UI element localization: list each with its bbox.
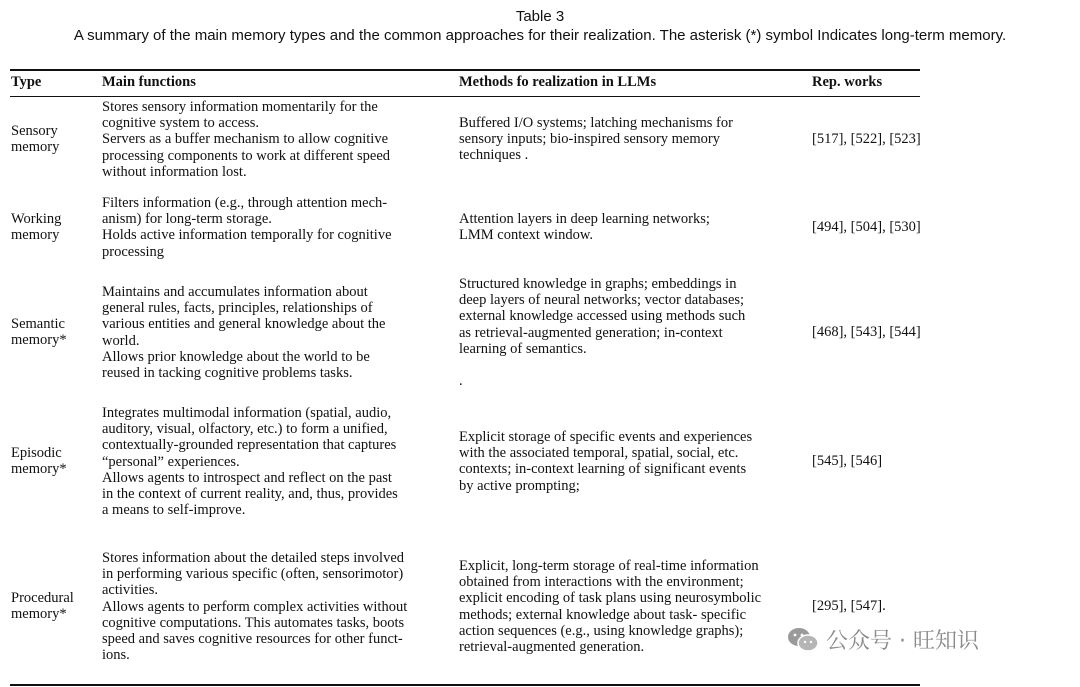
cell-line: Explicit storage of specific events and experiences: [459, 429, 753, 445]
cell-line: activities.: [102, 582, 158, 599]
cell-line: Attention layers in deep learning networks;: [459, 211, 710, 227]
cell-line: Allows agents to introspect and reflect on the past: [102, 469, 392, 486]
cell-line: memory: [11, 139, 60, 156]
cell-line: ions.: [102, 647, 130, 664]
cell-line: general rules, facts, principles, relationships of: [102, 300, 373, 317]
cell-line: memory*: [11, 332, 67, 349]
header-methods: Methods fo realization in LLMs: [459, 74, 657, 90]
row-1-type-cell: [11, 123, 59, 155]
row-5-functions-cell: [102, 550, 407, 663]
table-caption-text: A summary of the main memory types and the common approaches for their realization. The asterisk (*) symbol Indicates long-term memory.: [73, 27, 1007, 44]
row-1-functions-cell: [102, 99, 390, 180]
cell-line: Servers as a buffer mechanism to allow cognitive: [102, 131, 389, 148]
cell-line: [459, 357, 745, 373]
row-2-methods-cell: [459, 211, 710, 243]
cell-line: explicit encoding of task plans using neurosymbolic: [459, 590, 762, 607]
row-4-methods-cell: [459, 429, 752, 494]
cell-line: cognitive system to access.: [102, 115, 260, 132]
cell-line: [517], [522], [523]: [812, 131, 921, 147]
cell-line: [295], [547].: [812, 598, 886, 614]
cell-line: Stores information about the detailed steps involved: [102, 550, 405, 566]
cell-line: Procedural: [11, 590, 74, 606]
row-4-type-cell: [11, 445, 67, 477]
cell-line: Episodic: [11, 445, 62, 461]
cell-line: Filters information (e.g., through attention mech-: [102, 195, 388, 211]
cell-line: external knowledge accessed using methods such: [459, 308, 746, 325]
cell-line: auditory, visual, olfactory, etc.) to form a unified,: [102, 421, 388, 438]
cell-line: reused in tacking cognitive problems tasks.: [102, 365, 353, 382]
cell-line: processing: [102, 243, 165, 260]
table-caption-title: Table 3: [515, 8, 565, 25]
cell-line: learning of semantics.: [459, 340, 587, 357]
cell-line: world.: [102, 332, 140, 349]
row-3-functions-cell: [102, 284, 385, 381]
cell-line: obtained from interactions with the environment;: [459, 574, 744, 591]
header-rep-works: Rep. works: [812, 74, 883, 90]
cell-line: a means to self-improve.: [102, 502, 246, 519]
table-header-rule: [10, 96, 920, 97]
cell-line: contextually-grounded representation that captures: [102, 437, 397, 454]
row-5-methods-cell: [459, 558, 761, 655]
header-main-functions: Main functions: [102, 74, 196, 90]
row-4-functions-cell: [102, 405, 398, 518]
cell-line: Working: [11, 211, 62, 227]
cell-line: various entities and general knowledge about the: [102, 316, 386, 333]
cell-line: as retrieval-augmented generation; in-context: [459, 324, 723, 341]
row-2-type-cell: [11, 211, 61, 243]
cell-line: sensory inputs; bio-inspired sensory memory: [459, 131, 720, 148]
cell-line: [545], [546]: [812, 453, 883, 469]
row-2-works-cell: [812, 219, 921, 235]
cell-line: by active prompting;: [459, 477, 580, 494]
cell-line: [468], [543], [544]: [812, 324, 921, 340]
row-5-type-cell: [11, 590, 74, 622]
cell-line: Buffered I/O systems; latching mechanisms for: [459, 115, 733, 131]
cell-line: Sensory: [11, 123, 58, 139]
watermark-text: 公众号 · 旺知识: [826, 629, 979, 654]
cell-line: memory*: [11, 461, 67, 478]
row-3-works-cell: [812, 324, 921, 340]
row-3-methods-cell: [459, 276, 745, 389]
cell-line: retrieval-augmented generation.: [459, 639, 645, 656]
cell-line: Allows agents to perform complex activities without: [102, 598, 408, 615]
row-4-works-cell: [812, 453, 882, 469]
row-3-type-cell: [11, 316, 67, 348]
cell-line: action sequences (e.g., using knowledge graphs);: [459, 622, 744, 639]
cell-line: methods; external knowledge about task- specific: [459, 606, 747, 623]
cell-line: [494], [504], [530]: [812, 219, 921, 235]
cell-line: Semantic: [11, 316, 65, 332]
table-top-rule: [10, 69, 920, 71]
cell-line: contexts; in-context learning of significant events: [459, 461, 747, 478]
cell-line: deep layers of neural networks; vector databases;: [459, 292, 745, 309]
row-1-works-cell: [812, 131, 921, 147]
cell-line: Holds active information temporally for cognitive: [102, 227, 392, 244]
cell-line: LMM context window.: [459, 227, 593, 244]
cell-line: techniques .: [459, 147, 529, 164]
cell-line: Structured knowledge in graphs; embeddings in: [459, 276, 737, 292]
cell-line: anism) for long-term storage.: [102, 211, 272, 228]
cell-line: processing components to work at different speed: [102, 147, 391, 164]
cell-line: Stores sensory information momentarily for the: [102, 99, 378, 115]
cell-line: .: [459, 373, 463, 390]
cell-line: in performing various specific (often, sensorimotor): [102, 566, 404, 583]
row-1-methods-cell: [459, 115, 733, 164]
cell-line: in the context of current reality, and, thus, provides: [102, 486, 398, 503]
row-2-functions-cell: [102, 195, 392, 260]
cell-line: without information lost.: [102, 163, 247, 180]
cell-line: Explicit, long-term storage of real-time information: [459, 558, 759, 574]
cell-line: Maintains and accumulates information about: [102, 284, 368, 300]
cell-line: speed and saves cognitive resources for other funct-: [102, 631, 403, 648]
cell-line: memory: [11, 227, 60, 244]
cell-line: Integrates multimodal information (spatial, audio,: [102, 405, 392, 421]
header-type: Type: [11, 74, 42, 90]
table-bottom-rule: [10, 684, 920, 686]
wechat-icon: [786, 626, 820, 654]
cell-line: memory*: [11, 606, 67, 623]
cell-line: Allows prior knowledge about the world to be: [102, 348, 370, 365]
cell-line: cognitive computations. This automates tasks, boots: [102, 614, 405, 631]
row-5-works-cell: [812, 598, 886, 614]
cell-line: with the associated temporal, spatial, social, etc.: [459, 445, 739, 462]
cell-line: “personal” experiences.: [102, 453, 240, 470]
watermark: [786, 624, 979, 655]
